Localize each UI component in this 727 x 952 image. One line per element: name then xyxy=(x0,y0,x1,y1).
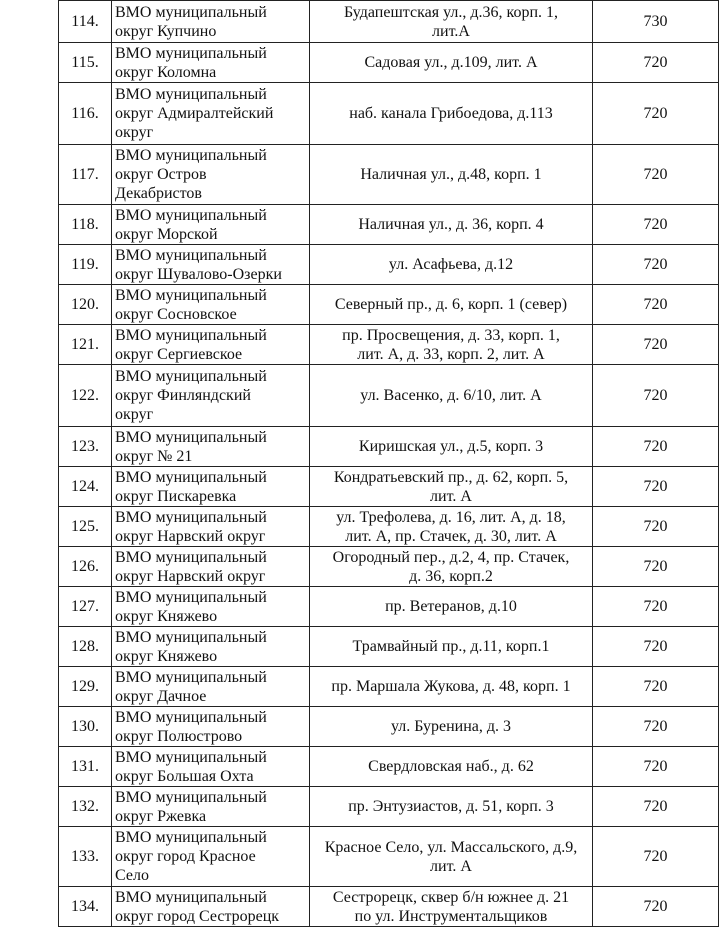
municipality-name xyxy=(112,427,310,467)
address-line: пр. Просвещения, д. 33, корп. 1, xyxy=(342,326,560,344)
address xyxy=(310,887,593,927)
municipality-name-line: ВМО муниципальный xyxy=(115,3,267,21)
municipality-name xyxy=(112,205,310,245)
address-line: Огородный пер., д.2, 4, пр. Стачек, xyxy=(332,548,570,566)
municipality-name-line: ВМО муниципальный xyxy=(115,508,267,526)
table-row xyxy=(59,507,719,547)
quantity: 720 xyxy=(593,365,719,427)
row-number: 114. xyxy=(59,1,112,43)
municipality-name xyxy=(112,145,310,205)
address xyxy=(310,365,593,427)
table-row xyxy=(59,787,719,827)
address xyxy=(310,205,593,245)
address xyxy=(310,507,593,547)
municipality-name-line: округ город Красное xyxy=(115,848,256,865)
table-row xyxy=(59,365,719,427)
municipality-name xyxy=(112,365,310,427)
municipality-name-line: округ город Сестрорецк xyxy=(115,907,280,925)
municipality-name-line: ВМО муниципальный xyxy=(115,147,267,164)
municipality-name-line: округ Сосновское xyxy=(115,305,237,323)
row-number: 128. xyxy=(59,627,112,667)
address-line: Наличная ул., д.48, корп. 1 xyxy=(360,166,542,183)
address-line: ул. Асафьева, д.12 xyxy=(388,256,514,273)
quantity: 720 xyxy=(593,667,719,707)
quantity: 720 xyxy=(593,747,719,787)
municipality-name xyxy=(112,285,310,325)
municipality-name-line: округ Большая Охта xyxy=(115,767,254,785)
municipality-name-line: ВМО муниципальный xyxy=(115,86,267,103)
municipality-name xyxy=(112,547,310,587)
address-line: Наличная ул., д. 36, корп. 4 xyxy=(358,216,544,233)
table-row xyxy=(59,827,719,887)
municipality-name-line: ВМО муниципальный xyxy=(115,286,267,304)
municipality-name xyxy=(112,707,310,747)
quantity: 720 xyxy=(593,285,719,325)
row-number: 119. xyxy=(59,245,112,285)
table-row xyxy=(59,325,719,365)
row-number: 120. xyxy=(59,285,112,325)
table-row xyxy=(59,285,719,325)
table-row xyxy=(59,627,719,667)
municipality-name xyxy=(112,627,310,667)
table-row xyxy=(59,707,719,747)
municipality-name xyxy=(112,43,310,83)
quantity: 720 xyxy=(593,627,719,667)
address xyxy=(310,83,593,145)
table-row xyxy=(59,667,719,707)
table-row xyxy=(59,245,719,285)
address xyxy=(310,427,593,467)
table-row xyxy=(59,587,719,627)
address-line: Свердловская наб., д. 62 xyxy=(368,758,534,775)
table-row xyxy=(59,1,719,43)
municipality-name-line: округ Шувалово-Озерки xyxy=(115,265,282,283)
municipality-name-line: округ Княжево xyxy=(115,607,218,625)
address xyxy=(310,587,593,627)
row-number: 118. xyxy=(59,205,112,245)
quantity: 720 xyxy=(593,43,719,83)
address-line: ул. Васенко, д. 6/10, лит. А xyxy=(360,387,542,404)
table-row xyxy=(59,547,719,587)
address-line: лит.А xyxy=(432,22,470,40)
municipality-name-line: округ Финляндский xyxy=(115,387,251,404)
row-number: 122. xyxy=(59,365,112,427)
address-line: наб. канала Грибоедова, д.113 xyxy=(349,105,553,122)
quantity: 720 xyxy=(593,887,719,927)
municipality-name xyxy=(112,827,310,887)
quantity: 720 xyxy=(593,427,719,467)
row-number: 130. xyxy=(59,707,112,747)
municipality-name-line: округ Полюстрово xyxy=(115,727,243,745)
address-line: лит. А xyxy=(430,857,472,875)
municipality-name-line: округ Ржевка xyxy=(115,807,207,825)
quantity: 720 xyxy=(593,83,719,145)
municipality-name-line: ВМО муниципальный xyxy=(115,788,267,806)
row-number: 133. xyxy=(59,827,112,887)
address xyxy=(310,787,593,827)
municipality-name-line: округ Коломна xyxy=(115,63,217,81)
row-number: 127. xyxy=(59,587,112,627)
address xyxy=(310,467,593,507)
quantity: 720 xyxy=(593,547,719,587)
address xyxy=(310,1,593,43)
address-line: пр. Маршала Жукова, д. 48, корп. 1 xyxy=(331,678,571,695)
address-line: Сестрорецк, сквер б/н южнее д. 21 xyxy=(332,888,570,906)
municipality-name-line: ВМО муниципальный xyxy=(115,44,267,62)
quantity: 720 xyxy=(593,145,719,205)
municipality-name-line: округ Купчино xyxy=(115,22,217,40)
address xyxy=(310,707,593,747)
address-line: по ул. Инструментальщиков xyxy=(354,907,548,925)
municipality-name-line: ВМО муниципальный xyxy=(115,588,267,606)
address xyxy=(310,325,593,365)
address-line: пр. Энтузиастов, д. 51, корп. 3 xyxy=(348,798,554,815)
municipality-name-line: ВМО муниципальный xyxy=(115,548,267,566)
address-line: Будапештская ул., д.36, корп. 1, xyxy=(343,3,559,21)
municipality-name-line: ВМО муниципальный xyxy=(115,708,267,726)
address-line: Садовая ул., д.109, лит. А xyxy=(364,54,538,71)
address xyxy=(310,145,593,205)
address-line: лит. А, д. 33, корп. 2, лит. А xyxy=(357,345,545,363)
table-row xyxy=(59,887,719,927)
municipality-name-line: округ Нарвский округ xyxy=(115,527,266,545)
row-number: 121. xyxy=(59,325,112,365)
municipality-name-line: округ Адмиралтейский xyxy=(115,105,274,122)
municipality-name-line: округ xyxy=(115,124,154,141)
row-number: 126. xyxy=(59,547,112,587)
municipality-name-line: Декабристов xyxy=(115,185,202,202)
municipality-name-line: ВМО муниципальный xyxy=(115,668,267,686)
quantity: 730 xyxy=(593,1,719,43)
table-row xyxy=(59,83,719,145)
table-body xyxy=(59,1,719,927)
municipality-name xyxy=(112,245,310,285)
municipality-name-line: округ № 21 xyxy=(115,447,193,465)
municipality-name-line: ВМО муниципальный xyxy=(115,748,267,766)
municipality-name-line: ВМО муниципальный xyxy=(115,206,267,224)
table-row xyxy=(59,205,719,245)
municipality-name-line: Село xyxy=(115,867,149,884)
municipality-name-line: округ Пискаревка xyxy=(115,487,237,505)
municipality-name-line: ВМО муниципальный xyxy=(115,888,267,906)
address xyxy=(310,43,593,83)
municipality-name-line: ВМО муниципальный xyxy=(115,468,267,486)
municipality-name xyxy=(112,325,310,365)
municipality-name xyxy=(112,467,310,507)
quantity: 720 xyxy=(593,325,719,365)
municipality-name xyxy=(112,507,310,547)
municipality-name-line: ВМО муниципальный xyxy=(115,246,267,264)
address-line: Трамвайный пр., д.11, корп.1 xyxy=(352,638,550,655)
row-number: 124. xyxy=(59,467,112,507)
address xyxy=(310,627,593,667)
address-table xyxy=(58,0,719,927)
municipality-name xyxy=(112,787,310,827)
municipality-name-line: округ Княжево xyxy=(115,647,218,665)
row-number: 123. xyxy=(59,427,112,467)
quantity: 720 xyxy=(593,787,719,827)
row-number: 131. xyxy=(59,747,112,787)
municipality-name-line: ВМО муниципальный xyxy=(115,326,267,344)
quantity: 720 xyxy=(593,827,719,887)
municipality-name-line: округ Нарвский округ xyxy=(115,567,266,585)
quantity: 720 xyxy=(593,205,719,245)
municipality-name-line: округ xyxy=(115,406,154,423)
municipality-name-line: ВМО муниципальный xyxy=(115,368,267,385)
address-line: лит. А xyxy=(430,487,472,505)
row-number: 117. xyxy=(59,145,112,205)
quantity: 720 xyxy=(593,587,719,627)
municipality-name xyxy=(112,747,310,787)
row-number: 134. xyxy=(59,887,112,927)
quantity: 720 xyxy=(593,467,719,507)
row-number: 125. xyxy=(59,507,112,547)
row-number: 115. xyxy=(59,43,112,83)
row-number: 132. xyxy=(59,787,112,827)
municipality-name xyxy=(112,1,310,43)
municipality-name-line: округ Остров xyxy=(115,166,207,183)
municipality-name xyxy=(112,667,310,707)
table-row xyxy=(59,467,719,507)
address xyxy=(310,667,593,707)
address xyxy=(310,245,593,285)
address xyxy=(310,747,593,787)
address-line: д. 36, корп.2 xyxy=(409,567,493,585)
address-line: Красное Село, ул. Массальского, д.9, xyxy=(324,838,578,856)
address xyxy=(310,547,593,587)
municipality-name-line: округ Дачное xyxy=(115,687,207,705)
quantity: 720 xyxy=(593,245,719,285)
municipality-name xyxy=(112,587,310,627)
address-line: пр. Ветеранов, д.10 xyxy=(385,598,517,615)
municipality-name xyxy=(112,83,310,145)
address-line: Киришская ул., д.5, корп. 3 xyxy=(358,438,544,455)
municipality-name-line: округ Сергиевское xyxy=(115,345,243,363)
quantity: 720 xyxy=(593,507,719,547)
table-row xyxy=(59,427,719,467)
address-line: Северный пр., д. 6, корп. 1 (север) xyxy=(334,296,568,313)
municipality-name xyxy=(112,887,310,927)
municipality-name-line: ВМО муниципальный xyxy=(115,829,267,846)
table-row xyxy=(59,747,719,787)
address-line: Кондратьевский пр., д. 62, корп. 5, xyxy=(333,468,569,486)
quantity: 720 xyxy=(593,707,719,747)
row-number: 116. xyxy=(59,83,112,145)
address xyxy=(310,827,593,887)
municipality-name-line: ВМО муниципальный xyxy=(115,628,267,646)
address-line: лит. А, пр. Стачек, д. 30, лит. А xyxy=(345,527,557,545)
table-row xyxy=(59,145,719,205)
municipality-name-line: округ Морской xyxy=(115,225,218,243)
municipality-name-line: ВМО муниципальный xyxy=(115,428,267,446)
address-line: ул. Буренина, д. 3 xyxy=(390,718,512,735)
address xyxy=(310,285,593,325)
row-number: 129. xyxy=(59,667,112,707)
table-row xyxy=(59,43,719,83)
address-line: ул. Трефолева, д. 16, лит. А, д. 18, xyxy=(336,508,566,526)
